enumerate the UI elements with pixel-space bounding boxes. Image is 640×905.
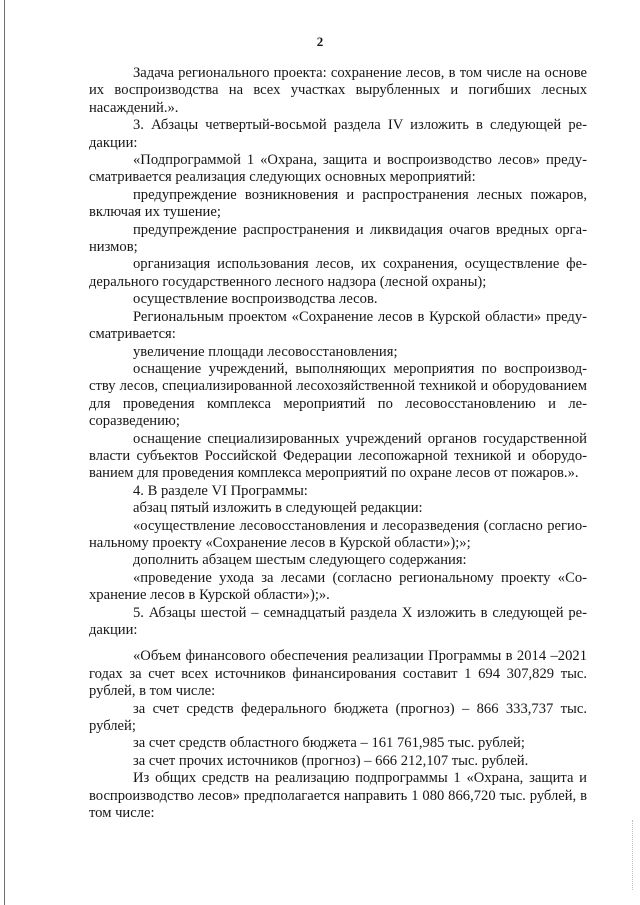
paragraph-federal-budget: за счет средств федерального бюджета (прогноз) – 866 333,737 тыс. рублей; bbox=[89, 700, 587, 735]
paragraph-fire-prevention: предупреждение возникновения и распространения лесных пожаров, включая их тушение; bbox=[89, 186, 587, 221]
page-left-edge bbox=[4, 0, 5, 905]
paragraph-other-sources: за счет прочих источников (прогноз) – 666 212,107 тыс. рублей. bbox=[133, 752, 529, 769]
paragraph-regional-budget: за счет средств областного бюджета – 161 761,985 тыс. рублей; bbox=[133, 735, 525, 752]
document-body bbox=[89, 65, 587, 822]
paragraph-add-sixth: дополнить абзацем шестым следующего содержания: bbox=[133, 552, 467, 569]
paragraph-fifth-abzac: абзац пятый изложить в следующей редакции: bbox=[133, 500, 423, 517]
paragraph-subprogram-1-intro: «Подпрограммой 1 «Охрана, защита и воспроизводство лесов» предусматривается реализация следующих основных мероприятий: bbox=[89, 152, 587, 186]
paragraph-pest-prevention: предупреждение распространения и ликвидация очагов вредных организмов; bbox=[89, 221, 587, 256]
paragraph-funding-total: «Объем финансового обеспечения реализации Программы в 2014 –2021 годах за счет всех источников финансирования составит 1 694 307,829 тыс. рублей, в том числе: bbox=[89, 648, 587, 700]
paragraph-gap bbox=[89, 639, 587, 648]
paragraph-reforestation: осуществление воспроизводства лесов. bbox=[133, 291, 378, 308]
paragraph-forest-care-quote: «проведение ухода за лесами (согласно региональному проекту «Сохранение лесов в Курской области»);». bbox=[89, 569, 587, 604]
paragraph-forest-use: организация использования лесов, их сохранения, осуществление федерального государственного лесного надзора (лесной охраны); bbox=[89, 256, 587, 290]
paragraph-reforestation-quote: «осуществление лесовосстановления и лесоразведения (согласно региональному проекту «Сохранение лесов в Курской области»);»; bbox=[89, 517, 587, 551]
page-number: 2 bbox=[316, 34, 324, 49]
scan-artifact bbox=[632, 820, 634, 890]
paragraph-amendment-3: 3. Абзацы четвертый-восьмой раздела IV изложить в следующей редакции: bbox=[89, 117, 587, 151]
paragraph-area-increase: увеличение площади лесовосстановления; bbox=[133, 343, 398, 360]
paragraph-amendment-4: 4. В разделе VI Программы: bbox=[133, 482, 308, 499]
paragraph-amendment-5: 5. Абзацы шестой – семнадцатый раздела X изложить в следующей редакции: bbox=[89, 604, 587, 638]
paragraph-equipment-fire: оснащение специализированных учреждений органов государственной власти субъектов Российской Федерации лесопожарной техникой и оборудованием для проведения комплекса мероприятий по охране лесов от пожаров.». bbox=[89, 430, 587, 482]
paragraph-subprogram-1-funding: Из общих средств на реализацию подпрограммы 1 «Охрана, защита и воспроизводство лесов» предполагается направить 1 080 866,720 тыс. рублей, в том числе: bbox=[89, 770, 587, 822]
paragraph-task-regional-project: Задача регионального проекта: сохранение лесов, в том числе на основе их воспроизводства на всех участках вырубленных и погибших лесных насаждений.». bbox=[89, 65, 587, 116]
paragraph-regional-project-intro: Региональным проектом «Сохранение лесов в Курской области» предусматривается: bbox=[89, 308, 587, 343]
paragraph-equipment-institutions: оснащение учреждений, выполняющих мероприятия по воспроизводству лесов, специализированной лесохозяйственной техникой и оборудованием для проведения комплекса мероприятий по лесовосстановлению и лесоразведению; bbox=[89, 360, 587, 430]
